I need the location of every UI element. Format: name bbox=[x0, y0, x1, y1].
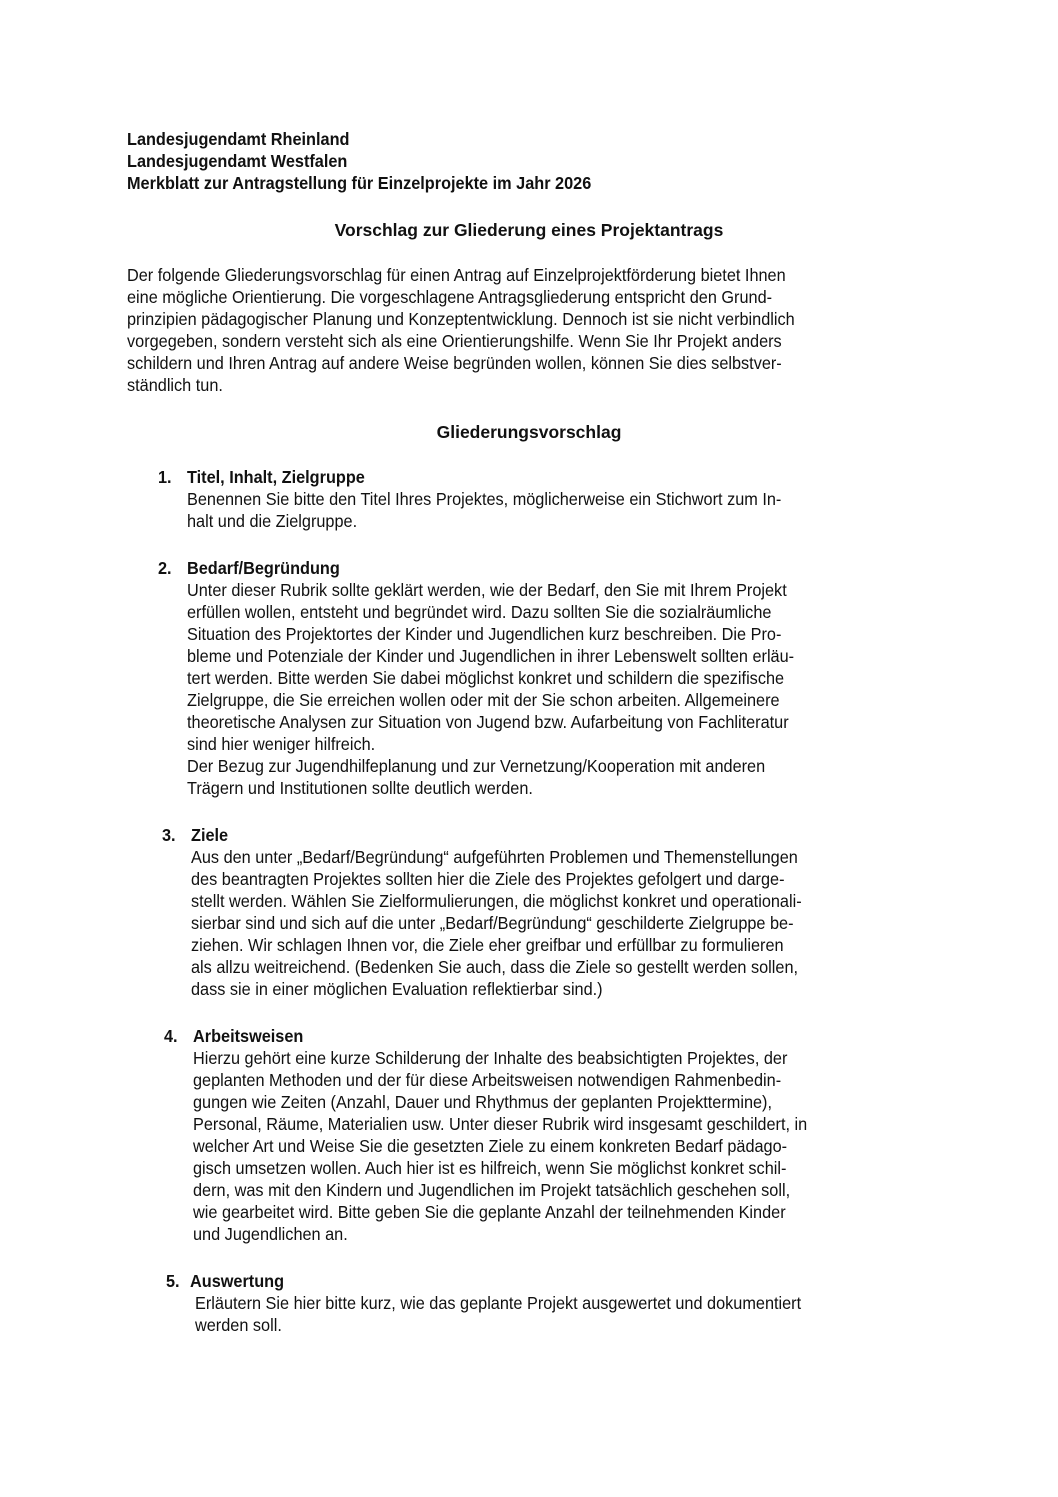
section-line: und Jugendlichen an. bbox=[193, 1224, 348, 1244]
section-line: wie gearbeitet wird. Bitte geben Sie die geplante Anzahl der teilnehmenden Kinder bbox=[193, 1202, 786, 1222]
section-line: bleme und Potenziale der Kinder und Jugendlichen in ihrer Lebenswelt sollten erläu- bbox=[187, 646, 795, 666]
section-title: Auswertung bbox=[190, 1271, 285, 1291]
section-line: Aus den unter „Bedarf/Begründung“ aufgeführten Problemen und Themenstellungen bbox=[191, 847, 798, 867]
intro-line: Der folgende Gliederungsvorschlag für einen Antrag auf Einzelprojektförderung bietet Ihnen bbox=[127, 265, 786, 285]
section-line: Personal, Räume, Materialien usw. Unter dieser Rubrik wird insgesamt geschildert, in bbox=[193, 1114, 808, 1134]
section-line: als allzu weitreichend. (Bedenken Sie auch, dass die Ziele so gestellt werden sollen, bbox=[191, 957, 799, 977]
intro-line: ständlich tun. bbox=[127, 375, 223, 395]
intro-line: schildern und Ihren Antrag auf andere Weise begründen wollen, können Sie dies selbstver- bbox=[127, 353, 782, 373]
section-title: Titel, Inhalt, Zielgruppe bbox=[187, 467, 365, 487]
section-title: Bedarf/Begründung bbox=[187, 558, 340, 578]
section-number: 2. bbox=[158, 558, 172, 578]
page-subtitle: Vorschlag zur Gliederung eines Projektantrags bbox=[334, 220, 724, 240]
section-line: sierbar sind und sich auf die unter „Bedarf/Begründung“ geschilderte Zielgruppe be- bbox=[191, 913, 794, 933]
org-rheinland: Landesjugendamt Rheinland bbox=[127, 129, 350, 149]
section-line: ziehen. Wir schlagen Ihnen vor, die Ziele eher greifbar und erfüllbar zu formulieren bbox=[191, 935, 784, 955]
intro-line: eine mögliche Orientierung. Die vorgeschlagene Antragsgliederung entspricht den Grund- bbox=[127, 287, 773, 307]
section-number: 1. bbox=[158, 467, 172, 487]
intro-line: prinzipien pädagogischer Planung und Konzeptentwicklung. Dennoch ist sie nicht verbindlich bbox=[127, 309, 795, 329]
section-line: geplanten Methoden und der für diese Arbeitsweisen notwendigen Rahmenbedin- bbox=[193, 1070, 782, 1090]
section-line: stellt werden. Wählen Sie Zielformulierungen, die möglichst konkret und operationali- bbox=[191, 891, 802, 911]
section-line: Zielgruppe, die Sie erreichen wollen oder mit der Sie schon arbeiten. Allgemeinere bbox=[187, 690, 780, 710]
section-line: welcher Art und Weise Sie die gesetzten Ziele zu einem konkreten Bedarf pädago- bbox=[193, 1136, 788, 1156]
section-line: Situation des Projektortes der Kinder und Jugendlichen kurz beschreiben. Die Pro- bbox=[187, 624, 782, 644]
section-line: theoretische Analysen zur Situation von Jugend bzw. Aufarbeitung von Fachliteratur bbox=[187, 712, 789, 732]
section-line: Benennen Sie bitte den Titel Ihres Projektes, möglicherweise ein Stichwort zum In- bbox=[187, 489, 782, 509]
section-line: Trägern und Institutionen sollte deutlich werden. bbox=[187, 778, 533, 798]
section-line: Erläutern Sie hier bitte kurz, wie das geplante Projekt ausgewertet und dokumentiert bbox=[195, 1293, 802, 1313]
section-line: des beantragten Projektes sollten hier die Ziele des Projektes gefolgert und darge- bbox=[191, 869, 785, 889]
section-line: dass sie in einer möglichen Evaluation reflektierbar sind.) bbox=[191, 979, 603, 999]
outline-heading: Gliederungsvorschlag bbox=[436, 422, 622, 442]
section-line: gungen wie Zeiten (Anzahl, Dauer und Rhythmus der geplanten Projekttermine), bbox=[193, 1092, 772, 1112]
document-title: Merkblatt zur Antragstellung für Einzelprojekte im Jahr 2026 bbox=[127, 173, 592, 193]
section-title: Arbeitsweisen bbox=[193, 1026, 304, 1046]
section-line: Der Bezug zur Jugendhilfeplanung und zur Vernetzung/Kooperation mit anderen bbox=[187, 756, 766, 776]
section-number: 4. bbox=[164, 1026, 178, 1046]
section-line: halt und die Zielgruppe. bbox=[187, 511, 358, 531]
org-westfalen: Landesjugendamt Westfalen bbox=[127, 151, 348, 171]
section-number: 5. bbox=[166, 1271, 180, 1291]
section-line: werden soll. bbox=[195, 1315, 282, 1335]
section-line: dern, was mit den Kindern und Jugendlichen im Projekt tatsächlich geschehen soll, bbox=[193, 1180, 791, 1200]
section-line: gisch umsetzen wollen. Auch hier ist es hilfreich, wenn Sie möglichst konkret schil- bbox=[193, 1158, 787, 1178]
section-number: 3. bbox=[162, 825, 176, 845]
section-line: Hierzu gehört eine kurze Schilderung der Inhalte des beabsichtigten Projektes, der bbox=[193, 1048, 788, 1068]
section-title: Ziele bbox=[191, 825, 229, 845]
intro-line: vorgegeben, sondern versteht sich als eine Orientierungshilfe. Wenn Sie Ihr Projekt anders bbox=[127, 331, 782, 351]
section-line: tert werden. Bitte werden Sie dabei möglichst konkret und schildern die spezifische bbox=[187, 668, 785, 688]
section-line: Unter dieser Rubrik sollte geklärt werden, wie der Bedarf, den Sie mit Ihrem Projekt bbox=[187, 580, 787, 600]
section-line: sind hier weniger hilfreich. bbox=[187, 734, 376, 754]
section-line: erfüllen wollen, entsteht und begründet wird. Dazu sollten Sie die sozialräumliche bbox=[187, 602, 772, 622]
